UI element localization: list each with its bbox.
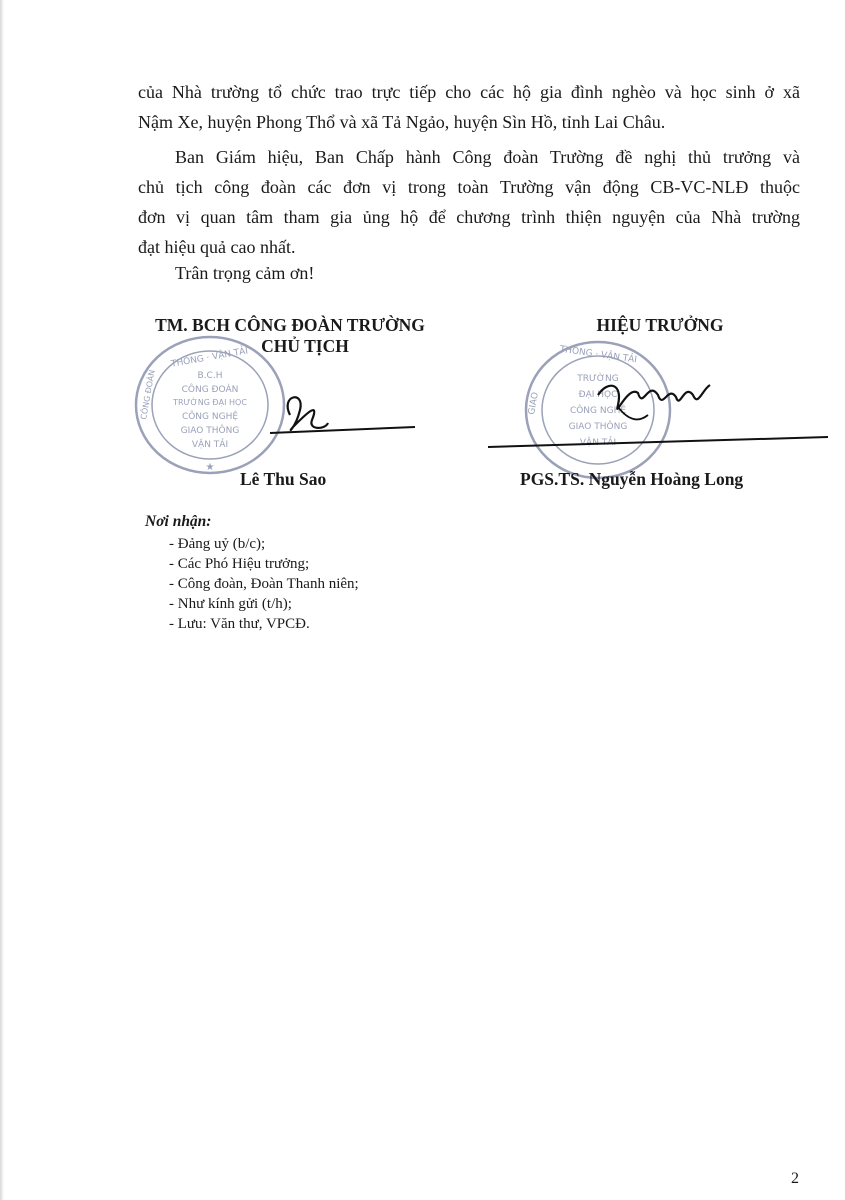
text-line: Nậm Xe, huyện Phong Thổ và xã Tả Ngảo, huyện Sìn Hồ, tỉnh Lai Châu. — [138, 112, 666, 132]
right-signer-name: PGS.TS. Nguyễn Hoàng Long — [520, 469, 744, 489]
scan-edge-shadow — [0, 0, 4, 1200]
recipients-list — [145, 512, 359, 634]
svg-text:CÔNG ĐOÀN: CÔNG ĐOÀN — [139, 369, 157, 421]
left-signature-title: TM. BCH CÔNG ĐOÀN TRƯỜNG — [155, 315, 425, 335]
recipient-item: - Lưu: Văn thư, VPCĐ. — [169, 616, 310, 632]
stamp-line: GIAO THÔNG — [568, 422, 628, 432]
recipient-item: - Công đoàn, Đoàn Thanh niên; — [169, 576, 359, 592]
stamp-line: GIAO THÔNG — [180, 426, 240, 436]
recipient-item: - Các Phó Hiệu trưởng; — [169, 556, 310, 572]
text-line: của Nhà trường tổ chức trao trực tiếp cho các hộ gia đình nghèo và học sinh ở xã — [138, 82, 800, 102]
svg-text:THÔNG · VẬN TẢI: THÔNG · VẬN TẢI — [170, 346, 249, 370]
stamp-line: TRƯỜNG ĐẠI HỌC — [173, 398, 247, 407]
closing-line: Trân trọng cảm ơn! — [175, 263, 315, 283]
text-line: Ban Giám hiệu, Ban Chấp hành Công đoàn Trường đề nghị thủ trưởng và — [175, 147, 800, 167]
page-number: 2 — [791, 1170, 799, 1187]
text-line: đơn vị quan tâm tham gia ủng hộ để chương trình thiện nguyện của Nhà trường — [138, 207, 800, 227]
stamp-line: CÔNG NGHỆ — [181, 412, 239, 422]
stamp-line: CÔNG ĐOÀN — [181, 385, 239, 395]
stamp-line: TRƯỜNG — [577, 374, 619, 384]
stamp-line: B.C.H — [197, 371, 223, 381]
paragraph-request — [138, 142, 800, 262]
text-line: đạt hiệu quả cao nhất. — [138, 237, 296, 257]
recipients-heading: Nơi nhận: — [145, 513, 212, 530]
right-handwritten-signature — [488, 365, 845, 460]
paragraph-continuation — [138, 77, 800, 137]
right-signature-title: HIỆU TRƯỞNG — [596, 315, 724, 335]
stamp-line: ĐẠI HỌC — [578, 390, 618, 400]
recipient-item: - Đảng uỷ (b/c); — [169, 536, 266, 552]
recipient-item: - Như kính gửi (t/h); — [169, 596, 292, 612]
stamp-line: VẬN TẢI — [191, 440, 229, 450]
svg-text:GIAO: GIAO — [527, 391, 541, 416]
svg-text:THÔNG · VẬN TẢI: THÔNG · VẬN TẢI — [559, 344, 638, 366]
svg-text:★: ★ — [205, 462, 215, 473]
left-handwritten-signature — [250, 385, 430, 450]
stamp-line: VẬN TẢI — [579, 438, 617, 448]
left-signature-role: CHỦ TỊCH — [261, 336, 349, 356]
stamp-line: CÔNG NGHỆ — [569, 406, 627, 416]
text-line: chủ tịch công đoàn các đơn vị trong toàn Trường vận động CB-VC-NLĐ thuộc — [138, 177, 800, 197]
left-signer-name: Lê Thu Sao — [240, 469, 327, 489]
